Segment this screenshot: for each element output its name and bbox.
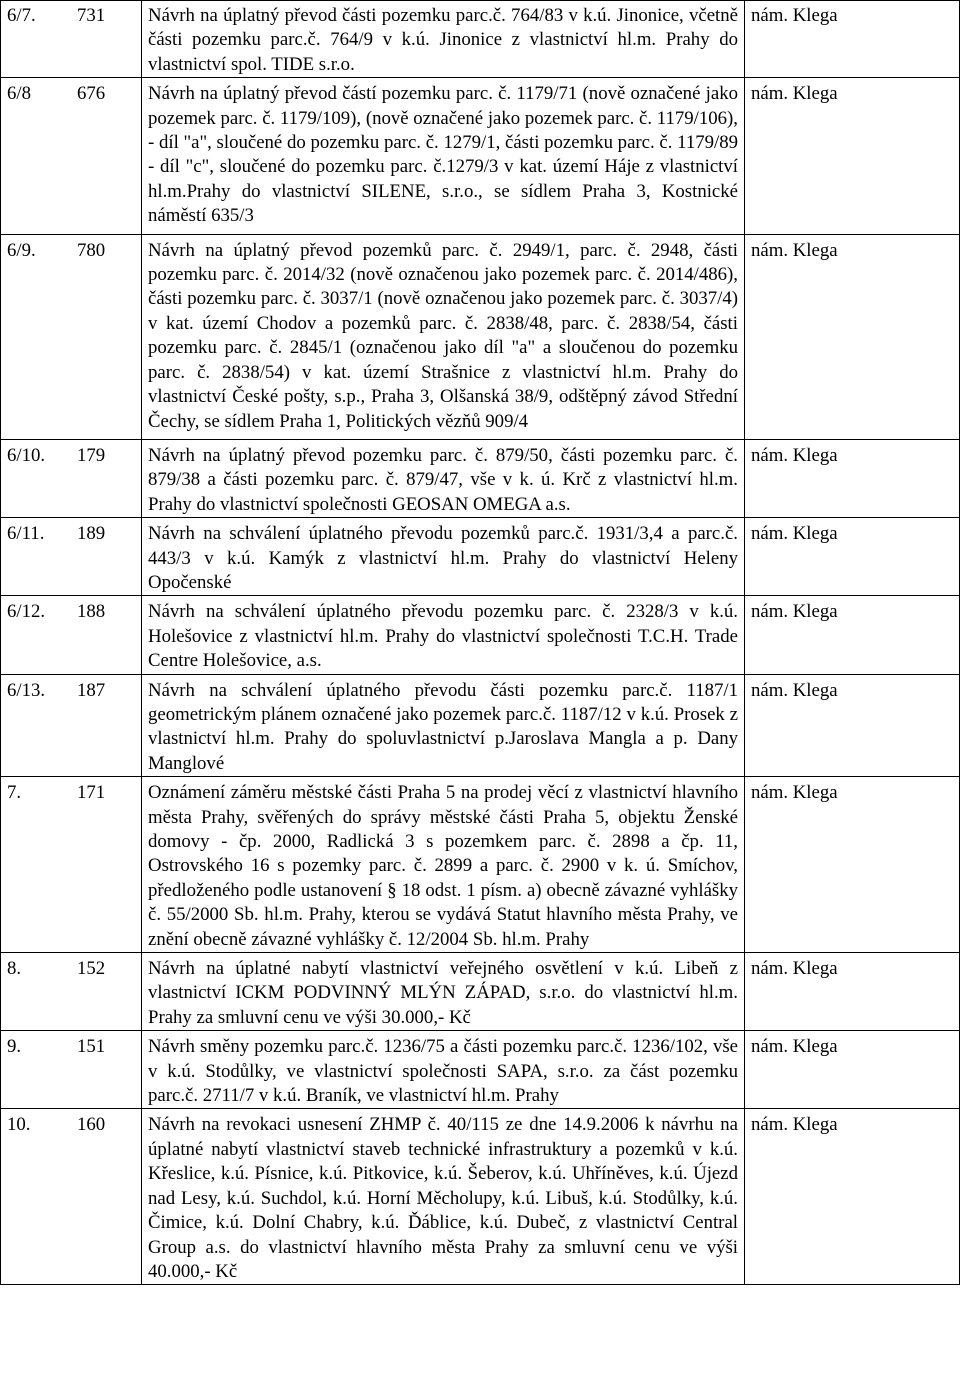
print-number: 780	[77, 239, 106, 261]
item-number-cell	[1, 1031, 142, 1109]
table-row	[1, 1, 960, 78]
print-number: 160	[77, 1114, 106, 1136]
item-number: 7.	[7, 782, 22, 804]
print-number: 188	[77, 601, 106, 623]
item-presenter: nám. Klega	[745, 1, 960, 78]
print-number: 187	[77, 679, 106, 701]
item-description: Návrh na úplatný převod pozemků parc. č. 2949/1, parc. č. 2948, části pozemku parc. č. 2014/32 (nově označenou jako pozemek parc. č. 2014/486), části pozemku parc. č. 3037/1 (nově označenou jako pozemek parc. č. 3037/4) v kat. území Chodov a pozemků parc. č. 2838/48, parc. č. 2838/54, části pozemku parc. č. 2845/1 (označenou jako díl "a" a sloučenou do pozemku parc. č. 2838/54) v kat. území Strašnice z vlastnictví hl.m. Prahy do vlastnictví České pošty, s.p., Praha 3, Olšanská 38/9, odštěpný závod Střední Čechy, se sídlem Praha 1, Politických vězňů 909/4	[142, 234, 745, 439]
item-presenter: nám. Klega	[745, 1109, 960, 1285]
item-description: Návrh na schválení úplatného převodu části pozemku parc.č. 1187/1 geometrickým plánem označené jako pozemek parc.č. 1187/12 v k.ú. Prosek z vlastnictví hl.m. Prahy do spoluvlastnictví p.Jaroslava Mangla a p. Dany Manglové	[142, 674, 745, 777]
print-number: 152	[77, 958, 106, 980]
item-number: 6/13.	[7, 679, 46, 701]
item-number: 6/12.	[7, 601, 46, 623]
item-description: Návrh na schválení úplatného převodu pozemku parc. č. 2328/3 v k.ú. Holešovice z vlastnictví hl.m. Prahy do vlastnictví společnosti T.C.H. Trade Centre Holešovice, a.s.	[142, 596, 745, 674]
item-description: Návrh na úplatný převod pozemku parc. č. 879/50, části pozemku parc. č. 879/38 a části pozemku parc. č. 879/47, vše v k. ú. Krč z vlastnictví hl.m. Prahy do vlastnictví společnosti GEOSAN OMEGA a.s.	[142, 439, 745, 517]
item-presenter: nám. Klega	[745, 674, 960, 777]
print-number: 171	[77, 782, 106, 804]
item-number-cell	[1, 1109, 142, 1285]
item-presenter: nám. Klega	[745, 1031, 960, 1109]
print-number: 179	[77, 444, 106, 466]
table-row	[1, 596, 960, 674]
table-row	[1, 78, 960, 234]
item-presenter: nám. Klega	[745, 953, 960, 1031]
item-number: 6/8	[7, 83, 31, 105]
item-number: 9.	[7, 1036, 22, 1058]
item-presenter: nám. Klega	[745, 518, 960, 596]
table-row	[1, 1031, 960, 1109]
print-number: 731	[77, 5, 106, 26]
item-number-cell	[1, 234, 142, 439]
item-presenter: nám. Klega	[745, 777, 960, 953]
item-number: 10.	[7, 1114, 31, 1136]
item-description: Oznámení záměru městské části Praha 5 na prodej věcí z vlastnictví hlavního města Prahy, svěřených do správy městské části Praha 5, objektu Ženské domovy - čp. 2000, Radlická 3 s pozemkem parc. č. 2898 a čp. 11, Ostrovského 16 s pozemky parc. č. 2899 a parc. č. 2900 v k. ú. Smíchov, předloženého podle ustanovení § 18 odst. 1 písm. a) obecně závazné vyhlášky č. 55/2000 Sb. hl.m. Prahy, kterou se vydává Statut hlavního města Prahy, ve znění obecně závazné vyhlášky č. 12/2004 Sb. hl.m. Prahy	[142, 777, 745, 953]
item-presenter: nám. Klega	[745, 439, 960, 517]
table-row	[1, 234, 960, 439]
table-row	[1, 953, 960, 1031]
item-number: 6/7.	[7, 5, 36, 26]
item-number: 6/9.	[7, 239, 36, 261]
print-number: 676	[77, 83, 106, 105]
item-number-cell	[1, 953, 142, 1031]
item-number: 6/10.	[7, 444, 46, 466]
item-description: Návrh na úplatné nabytí vlastnictví veřejného osvětlení v k.ú. Libeň z vlastnictví ICKM PODVINNÝ MLÝN ZÁPAD, s.r.o. do vlastnictví hl.m. Prahy za smluvní cenu ve výši 30.000,- Kč	[142, 953, 745, 1031]
item-number: 8.	[7, 958, 22, 980]
item-description: Návrh na úplatný převod částí pozemku parc. č. 1179/71 (nově označené jako pozemek parc. č. 1179/109), (nově označené jako pozemek parc. č. 1179/106), - díl "a", sloučené do pozemku parc. č. 1279/1, části pozemku parc. č. 1179/89 - díl "c", sloučené do pozemku parc. č.1279/3 v kat. území Háje z vlastnictví hl.m.Prahy do vlastnictví SILENE, s.r.o., se sídlem Praha 3, Kostnické náměstí 635/3	[142, 78, 745, 234]
item-number-cell	[1, 1, 142, 78]
item-description: Návrh na revokaci usnesení ZHMP č. 40/115 ze dne 14.9.2006 k návrhu na úplatné nabytí vlastnictví staveb technické infrastruktury a pozemků v k.ú. Křeslice, k.ú. Písnice, k.ú. Pitkovice, k.ú. Šeberov, k.ú. Uhříněves, k.ú. Újezd nad Lesy, k.ú. Suchdol, k.ú. Horní Měcholupy, k.ú. Libuš, k.ú. Stodůlky, k.ú. Čimice, k.ú. Dolní Chabry, k.ú. Ďáblice, k.ú. Dubeč, z vlastnictví Central Group a.s. do vlastnictví hlavního města Prahy za smluvní cenu ve výši 40.000,- Kč	[142, 1109, 745, 1285]
item-number-cell	[1, 518, 142, 596]
item-presenter: nám. Klega	[745, 234, 960, 439]
print-number: 189	[77, 523, 106, 545]
print-number: 151	[77, 1036, 106, 1058]
item-number-cell	[1, 78, 142, 234]
table-row	[1, 518, 960, 596]
table-row	[1, 1109, 960, 1285]
item-presenter: nám. Klega	[745, 596, 960, 674]
item-number-cell	[1, 674, 142, 777]
table-row	[1, 777, 960, 953]
item-description: Návrh na úplatný převod části pozemku parc.č. 764/83 v k.ú. Jinonice, včetně části pozemku parc.č. 764/9 v k.ú. Jinonice z vlastnictví hl.m. Prahy do vlastnictví spol. TIDE s.r.o.	[142, 1, 745, 78]
item-description: Návrh směny pozemku parc.č. 1236/75 a části pozemku parc.č. 1236/102, vše v k.ú. Stodůlky, ve vlastnictví společnosti SAPA, s.r.o. za část pozemku parc.č. 2711/7 v k.ú. Braník, ve vlastnictví hl.m. Prahy	[142, 1031, 745, 1109]
item-number-cell	[1, 596, 142, 674]
table-row	[1, 674, 960, 777]
item-number-cell	[1, 439, 142, 517]
item-number: 6/11.	[7, 523, 45, 545]
item-presenter: nám. Klega	[745, 78, 960, 234]
item-number-cell	[1, 777, 142, 953]
item-description: Návrh na schválení úplatného převodu pozemků parc.č. 1931/3,4 a parc.č. 443/3 v k.ú. Kamýk z vlastnictví hl.m. Prahy do vlastnictví Heleny Opočenské	[142, 518, 745, 596]
table-row	[1, 439, 960, 517]
